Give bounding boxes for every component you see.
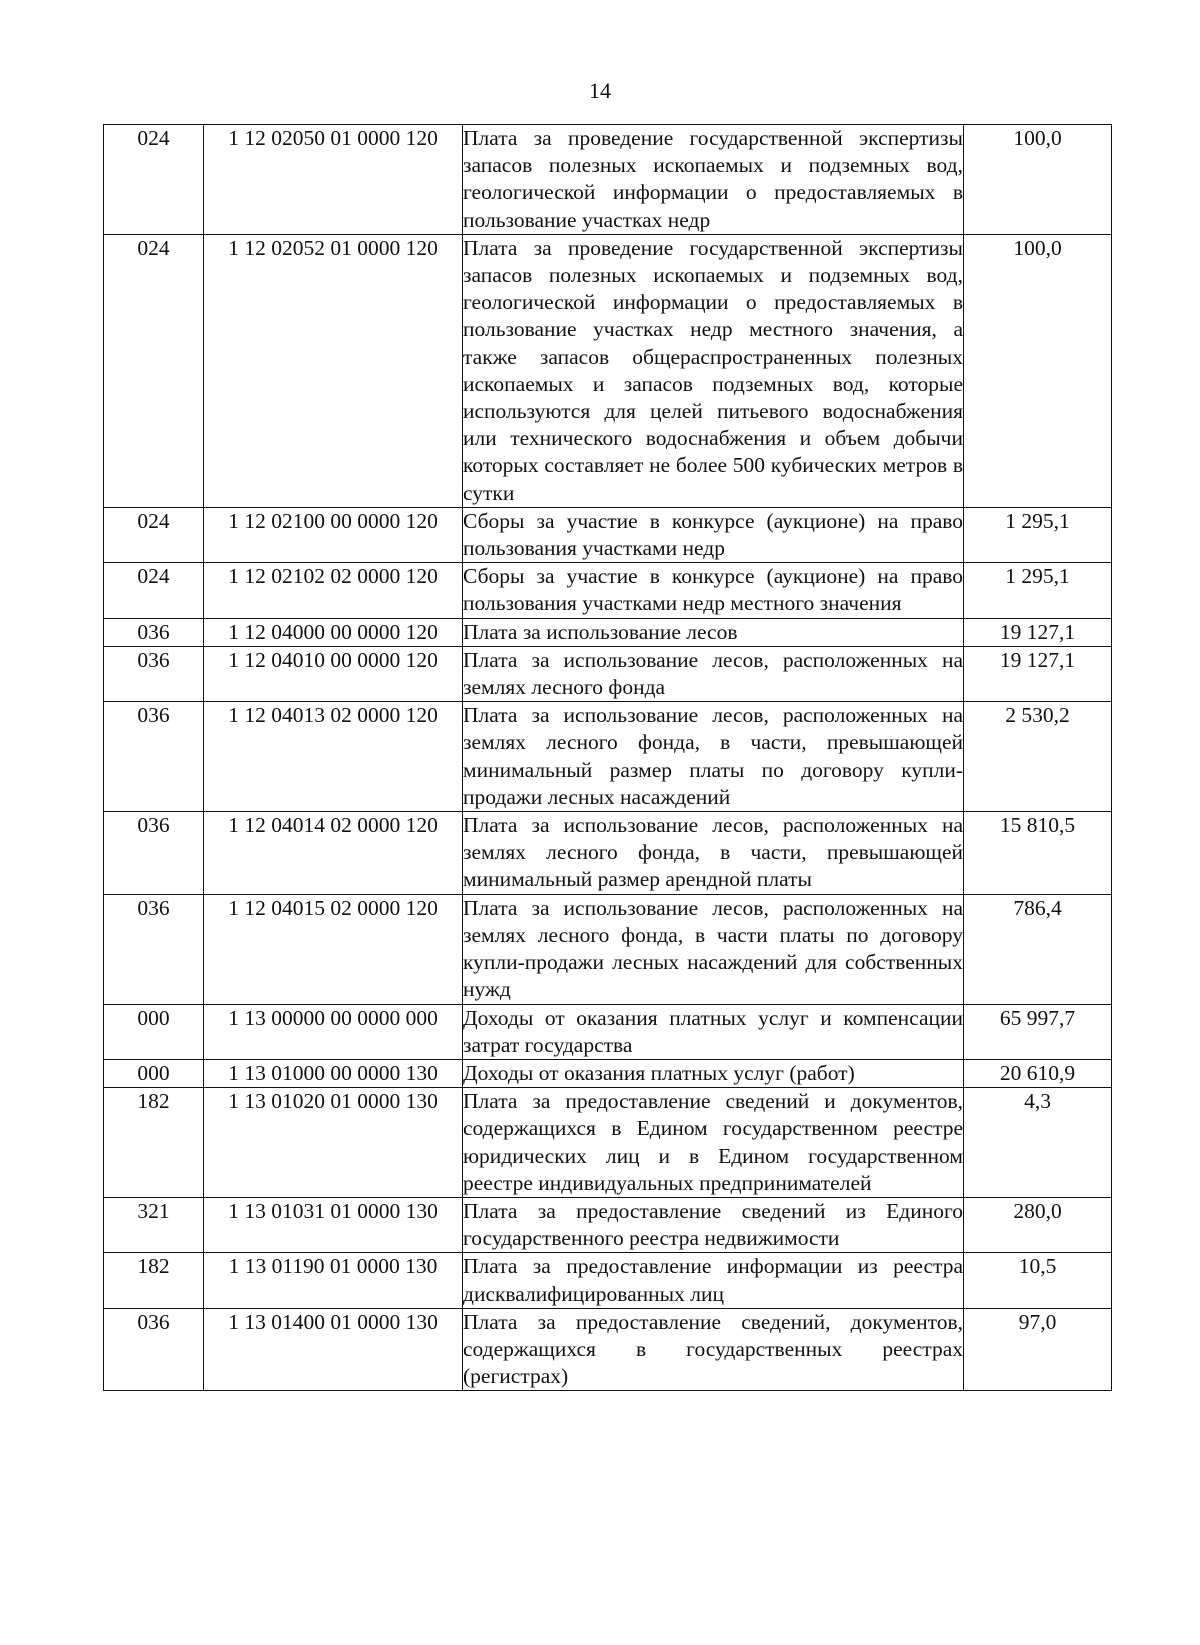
admin-code-cell: 036 xyxy=(104,1308,204,1391)
budget-code-cell: 1 13 01031 01 0000 130 xyxy=(204,1197,463,1252)
budget-code-cell: 1 12 04010 00 0000 120 xyxy=(204,646,463,701)
admin-code-cell: 024 xyxy=(104,234,204,507)
budget-code-cell: 1 12 02052 01 0000 120 xyxy=(204,234,463,507)
revenue-name-cell: Плата за использование лесов, расположенных на землях лесного фонда, в части платы по договору купли-продажи лесных насаждений для собственных нужд xyxy=(463,894,964,1004)
revenue-name-cell: Плата за использование лесов xyxy=(463,618,964,646)
table-row xyxy=(104,507,1112,562)
revenue-table xyxy=(103,124,1112,1391)
table-row xyxy=(104,646,1112,701)
amount-cell: 19 127,1 xyxy=(964,646,1112,701)
admin-code-cell: 321 xyxy=(104,1197,204,1252)
amount-cell: 20 610,9 xyxy=(964,1059,1112,1087)
amount-cell: 100,0 xyxy=(964,125,1112,235)
table-row xyxy=(104,1197,1112,1252)
table-row xyxy=(104,1088,1112,1198)
table-row xyxy=(104,894,1112,1004)
budget-code-cell: 1 12 04015 02 0000 120 xyxy=(204,894,463,1004)
amount-cell: 97,0 xyxy=(964,1308,1112,1391)
budget-code-cell: 1 13 01020 01 0000 130 xyxy=(204,1088,463,1198)
table-row xyxy=(104,563,1112,618)
amount-cell: 4,3 xyxy=(964,1088,1112,1198)
amount-cell: 65 997,7 xyxy=(964,1004,1112,1059)
budget-code-cell: 1 13 01000 00 0000 130 xyxy=(204,1059,463,1087)
amount-cell: 786,4 xyxy=(964,894,1112,1004)
table-row xyxy=(104,812,1112,895)
budget-code-cell: 1 12 04014 02 0000 120 xyxy=(204,812,463,895)
table-row xyxy=(104,1308,1112,1391)
admin-code-cell: 024 xyxy=(104,563,204,618)
revenue-name-cell: Плата за проведение государственной экспертизы запасов полезных ископаемых и подземных вод, геологической информации о предоставляемых в пользование участках недр местного значения, а также запасов общераспространенных полезных ископаемых и запасов подземных вод, которые используются для целей питьевого водоснабжения или технического водоснабжения и объем добычи которых составляет не более 500 кубических метров в сутки xyxy=(463,234,964,507)
admin-code-cell: 036 xyxy=(104,618,204,646)
revenue-name-cell: Плата за предоставление сведений из Единого государственного реестра недвижимости xyxy=(463,1197,964,1252)
admin-code-cell: 036 xyxy=(104,894,204,1004)
table-row xyxy=(104,1059,1112,1087)
budget-code-cell: 1 12 02100 00 0000 120 xyxy=(204,507,463,562)
budget-code-cell: 1 13 00000 00 0000 000 xyxy=(204,1004,463,1059)
budget-code-cell: 1 12 02102 02 0000 120 xyxy=(204,563,463,618)
amount-cell: 1 295,1 xyxy=(964,507,1112,562)
admin-code-cell: 024 xyxy=(104,507,204,562)
revenue-name-cell: Плата за предоставление сведений, документов, содержащихся в государственных реестрах (регистрах) xyxy=(463,1308,964,1391)
revenue-name-cell: Плата за использование лесов, расположенных на землях лесного фонда, в части, превышающей минимальный размер арендной платы xyxy=(463,812,964,895)
budget-code-cell: 1 13 01400 01 0000 130 xyxy=(204,1308,463,1391)
table-row xyxy=(104,1253,1112,1308)
table-row xyxy=(104,234,1112,507)
admin-code-cell: 036 xyxy=(104,646,204,701)
admin-code-cell: 024 xyxy=(104,125,204,235)
amount-cell: 2 530,2 xyxy=(964,702,1112,812)
revenue-table-body xyxy=(104,125,1112,1391)
revenue-name-cell: Плата за использование лесов, расположенных на землях лесного фонда, в части, превышающей минимальный размер платы по договору купли-продажи лесных насаждений xyxy=(463,702,964,812)
table-row xyxy=(104,702,1112,812)
budget-code-cell: 1 12 04000 00 0000 120 xyxy=(204,618,463,646)
amount-cell: 15 810,5 xyxy=(964,812,1112,895)
amount-cell: 1 295,1 xyxy=(964,563,1112,618)
table-row xyxy=(104,1004,1112,1059)
revenue-name-cell: Доходы от оказания платных услуг (работ) xyxy=(463,1059,964,1087)
page-number: 14 xyxy=(589,78,611,103)
budget-code-cell: 1 12 02050 01 0000 120 xyxy=(204,125,463,235)
admin-code-cell: 182 xyxy=(104,1088,204,1198)
budget-code-cell: 1 13 01190 01 0000 130 xyxy=(204,1253,463,1308)
revenue-name-cell: Плата за использование лесов, расположенных на землях лесного фонда xyxy=(463,646,964,701)
table-row xyxy=(104,125,1112,235)
admin-code-cell: 000 xyxy=(104,1004,204,1059)
admin-code-cell: 182 xyxy=(104,1253,204,1308)
admin-code-cell: 036 xyxy=(104,702,204,812)
budget-code-cell: 1 12 04013 02 0000 120 xyxy=(204,702,463,812)
amount-cell: 10,5 xyxy=(964,1253,1112,1308)
revenue-name-cell: Сборы за участие в конкурсе (аукционе) на право пользования участками недр местного значения xyxy=(463,563,964,618)
revenue-name-cell: Сборы за участие в конкурсе (аукционе) на право пользования участками недр xyxy=(463,507,964,562)
amount-cell: 280,0 xyxy=(964,1197,1112,1252)
admin-code-cell: 036 xyxy=(104,812,204,895)
revenue-name-cell: Плата за проведение государственной экспертизы запасов полезных ископаемых и подземных вод, геологической информации о предоставляемых в пользование участках недр xyxy=(463,125,964,235)
amount-cell: 19 127,1 xyxy=(964,618,1112,646)
admin-code-cell: 000 xyxy=(104,1059,204,1087)
revenue-name-cell: Доходы от оказания платных услуг и компенсации затрат государства xyxy=(463,1004,964,1059)
table-row xyxy=(104,618,1112,646)
amount-cell: 100,0 xyxy=(964,234,1112,507)
revenue-name-cell: Плата за предоставление сведений и документов, содержащихся в Едином государственном реестре юридических лиц и в Едином государственном реестре индивидуальных предпринимателей xyxy=(463,1088,964,1198)
revenue-name-cell: Плата за предоставление информации из реестра дисквалифицированных лиц xyxy=(463,1253,964,1308)
